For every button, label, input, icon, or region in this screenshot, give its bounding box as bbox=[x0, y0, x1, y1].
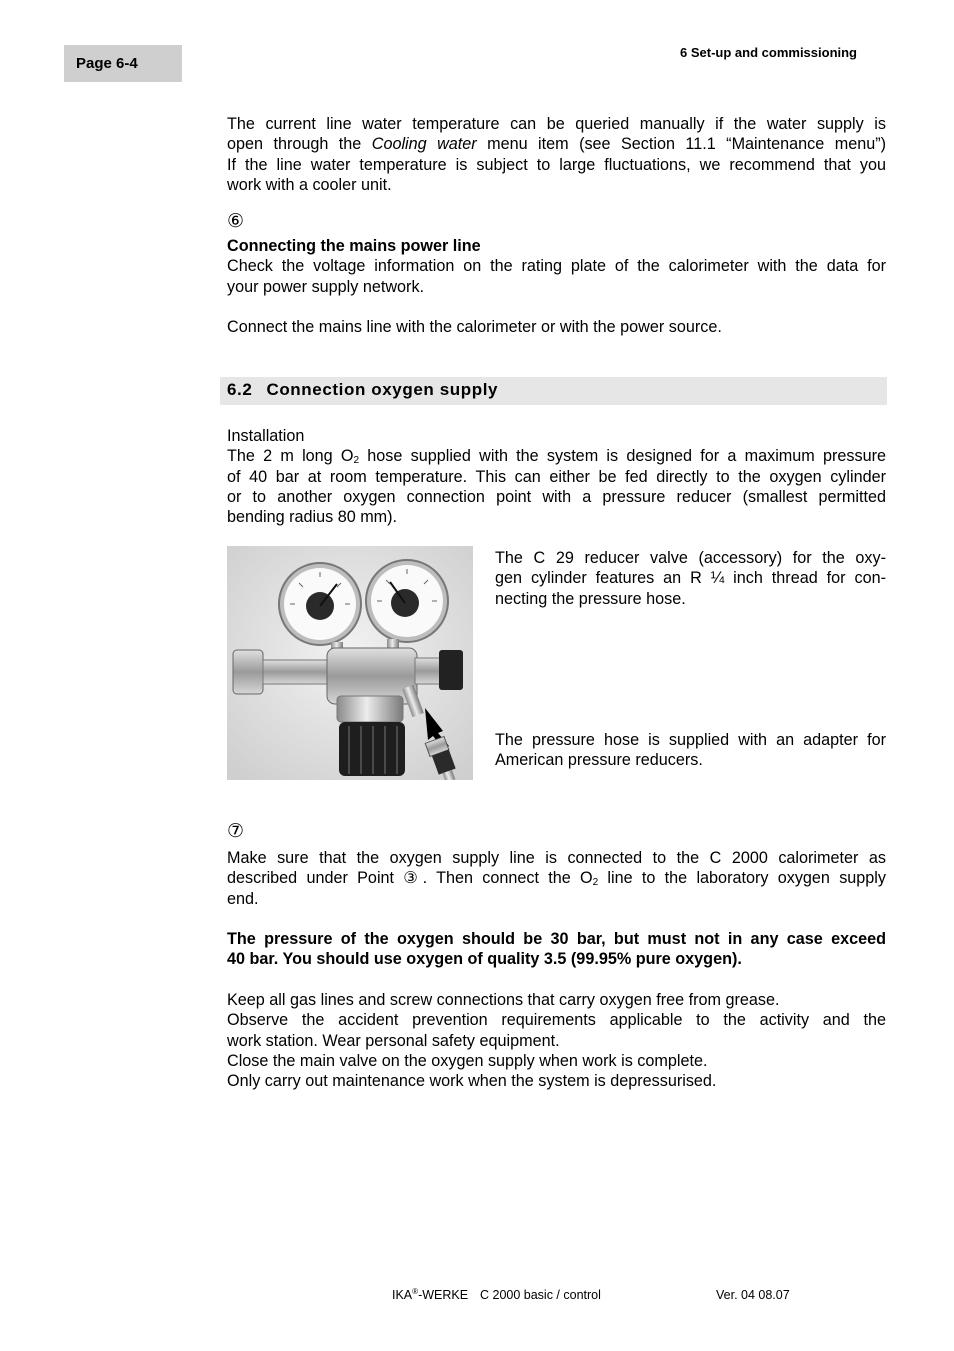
text-line: open through the Cooling water menu item (see Section 11.1 “Maintenance menu”) bbox=[227, 135, 886, 154]
step6-heading: Connecting the mains power line bbox=[227, 237, 481, 255]
footer-brand: IKA®-WERKE bbox=[392, 1287, 469, 1302]
text-line: The pressure of the oxygen should be 30 bar, but must not in any case exceed bbox=[227, 930, 886, 948]
text-line: Observe the accident prevention requirements applicable to the activity and the bbox=[227, 1011, 886, 1030]
footer-product: C 2000 basic / control bbox=[480, 1288, 601, 1302]
text-line: described under Point ③. Then connect the $O_2$ line to the laboratory oxygen supply bbox=[227, 869, 886, 889]
text-line: The current line water temperature can be queried manually if the water supply is bbox=[227, 115, 886, 133]
text-line: Keep all gas lines and screw connections that carry oxygen free from grease. bbox=[227, 991, 780, 1009]
text-line: end. bbox=[227, 889, 259, 908]
text-line: The pressure hose is supplied with an adapter for bbox=[495, 731, 886, 749]
pressure-warning bbox=[227, 929, 886, 970]
reducer-valve-description bbox=[495, 548, 886, 609]
step-marker-6: ⑥ bbox=[227, 210, 245, 232]
text-line: work station. Wear personal safety equipment. bbox=[227, 1031, 560, 1050]
text-line: necting the pressure hose. bbox=[495, 589, 686, 608]
text-line: If the line water temperature is subject to large fluctuations, we recommend that you bbox=[227, 155, 886, 174]
page-number-tab: Page 6-4 bbox=[64, 45, 182, 82]
footer-version: Ver. 04 08.07 bbox=[716, 1288, 790, 1302]
step6-block bbox=[227, 236, 886, 297]
section-title: Connection oxygen supply bbox=[266, 380, 499, 399]
text-line: The C 29 reducer valve (accessory) for the oxy- bbox=[495, 549, 886, 567]
text-line: Close the main valve on the oxygen supply when work is complete. bbox=[227, 1051, 708, 1070]
installation-label: Installation bbox=[227, 427, 305, 445]
text-line: Check the voltage information on the rating plate of the calorimeter with the data for bbox=[227, 257, 886, 276]
installation-paragraph bbox=[227, 426, 886, 527]
menu-item-reference: Cooling water bbox=[371, 135, 477, 154]
step7-paragraph bbox=[227, 848, 886, 909]
text-line: your power supply network. bbox=[227, 277, 425, 296]
intro-paragraph bbox=[227, 114, 886, 195]
section-number: 6.2 bbox=[227, 380, 253, 399]
text-line: Only carry out maintenance work when the system is depressurised. bbox=[227, 1072, 717, 1091]
safety-notes bbox=[227, 990, 886, 1091]
text-line: The 2 m long $O_2$ hose supplied with the system is designed for a maximum pressure bbox=[227, 447, 886, 467]
chapter-title: 6 Set-up and commissioning bbox=[680, 45, 857, 60]
text-line: work with a cooler unit. bbox=[227, 175, 392, 194]
adapter-description bbox=[495, 730, 886, 771]
text-line: or to another oxygen connection point with a pressure reducer (smallest permitted bbox=[227, 487, 886, 506]
section-heading bbox=[227, 380, 498, 400]
text-line: American pressure reducers. bbox=[495, 751, 703, 770]
text-line: gen cylinder features an R ¼ inch thread for con- bbox=[495, 569, 886, 588]
text-line: 40 bar. You should use oxygen of quality 3.5 (99.95% pure oxygen). bbox=[227, 950, 742, 969]
pressure-reducer-photo bbox=[227, 546, 473, 780]
text-line: bending radius 80 mm). bbox=[227, 508, 398, 527]
text-line: of 40 bar at room temperature. This can either be fed directly to the oxygen cylinder bbox=[227, 467, 886, 486]
text-line: Make sure that the oxygen supply line is connected to the C 2000 calorimeter as bbox=[227, 849, 886, 867]
step-marker-7: ⑦ bbox=[227, 820, 245, 842]
mains-connection-text: Connect the mains line with the calorimeter or with the power source. bbox=[227, 318, 722, 336]
